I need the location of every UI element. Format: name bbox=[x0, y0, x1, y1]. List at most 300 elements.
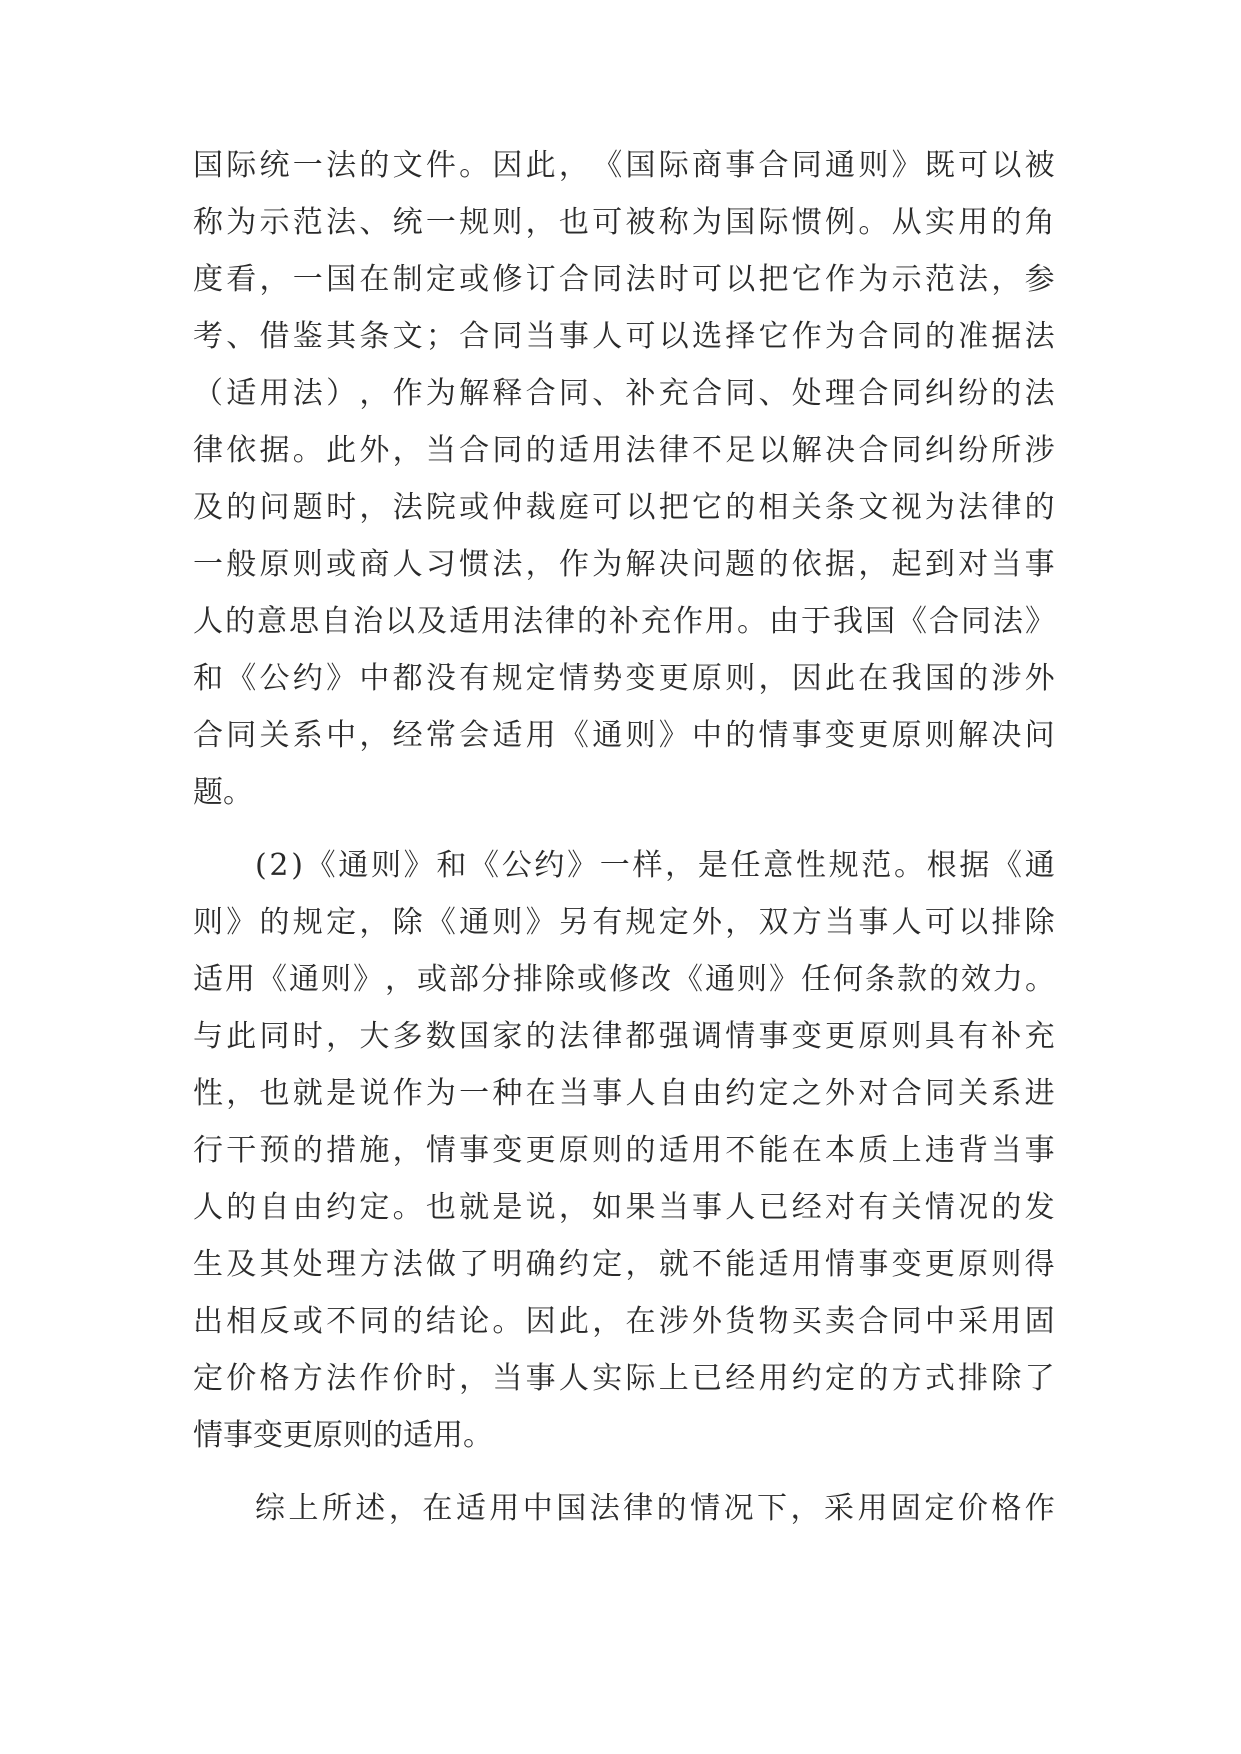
text-char: 同 bbox=[259, 1019, 290, 1054]
text-char: 方 bbox=[292, 1361, 323, 1396]
text-char: 事 bbox=[725, 148, 756, 183]
text-char: 当 bbox=[658, 1190, 689, 1225]
text-char: 合 bbox=[459, 433, 490, 468]
text-char: 》 bbox=[403, 848, 434, 883]
text-char: 则 bbox=[924, 718, 955, 753]
text-char: 定 bbox=[758, 1076, 789, 1111]
text-char: 习 bbox=[425, 547, 456, 582]
text-char: 法 bbox=[625, 262, 656, 297]
text-char: 是 bbox=[326, 1076, 357, 1111]
text-char: 法 bbox=[513, 604, 543, 639]
text-char: 事 bbox=[858, 1247, 889, 1282]
text-char: 到 bbox=[924, 547, 955, 582]
text-char: 足 bbox=[725, 433, 756, 468]
text-char: 强 bbox=[658, 1019, 689, 1054]
text-char: 都 bbox=[392, 661, 423, 696]
text-char: 的 bbox=[525, 1019, 556, 1054]
text-char: 问 bbox=[691, 547, 722, 582]
text-char: 问 bbox=[259, 490, 290, 525]
text-char: 实 bbox=[924, 205, 955, 240]
text-char: 多 bbox=[392, 1019, 423, 1054]
text-char: 题 bbox=[292, 490, 323, 525]
text-char: 外 bbox=[1024, 661, 1055, 696]
text-char: 法 bbox=[1024, 319, 1055, 354]
text-char: ， bbox=[392, 1133, 423, 1168]
text-char: 规 bbox=[828, 848, 859, 883]
text-char: 则 bbox=[193, 905, 223, 940]
text-char: 的 bbox=[929, 962, 959, 997]
text-char: 作 bbox=[359, 1361, 390, 1396]
text-char: 的 bbox=[991, 1190, 1022, 1225]
text-char: 常 bbox=[425, 718, 456, 753]
text-char: 则 bbox=[891, 1019, 922, 1054]
text-char: 为 bbox=[425, 376, 456, 411]
text-char: 事 bbox=[459, 1133, 490, 1168]
text-char: 定 bbox=[326, 905, 357, 940]
text-char: 有 bbox=[459, 661, 490, 696]
text-char: 外 bbox=[691, 1304, 722, 1339]
text-char: 约 bbox=[326, 1190, 357, 1225]
text-char: 更 bbox=[825, 1019, 856, 1054]
text-char: 上 bbox=[891, 1133, 922, 1168]
text-char: 的 bbox=[226, 1190, 257, 1225]
text-char: 出 bbox=[193, 1304, 223, 1339]
text-char: 作 bbox=[825, 262, 856, 297]
text-char: 合 bbox=[858, 319, 889, 354]
text-char: 不 bbox=[326, 1304, 357, 1339]
text-char: 同 bbox=[891, 376, 922, 411]
text-char: 排 bbox=[958, 1361, 989, 1396]
text-char: 参 bbox=[1024, 262, 1055, 297]
text-char: 补 bbox=[625, 376, 656, 411]
text-char: 此 bbox=[825, 661, 856, 696]
text-char: 于 bbox=[801, 604, 831, 639]
text-char: 条 bbox=[825, 490, 856, 525]
text-char: ， bbox=[385, 962, 415, 997]
text-char: 由 bbox=[691, 1076, 722, 1111]
text-char: 选 bbox=[691, 319, 722, 354]
text-char: 解 bbox=[791, 433, 822, 468]
text-line bbox=[193, 846, 1055, 886]
text-char: 则 bbox=[725, 661, 756, 696]
text-char: 》 bbox=[525, 905, 556, 940]
text-char: 式 bbox=[924, 1361, 955, 1396]
text-char: 、 bbox=[359, 205, 390, 240]
text-char: 用 bbox=[489, 1491, 520, 1526]
text-char: 为 bbox=[691, 205, 722, 240]
text-char: 当 bbox=[492, 1361, 523, 1396]
text-char: 合 bbox=[459, 319, 490, 354]
text-char: 在 bbox=[791, 1133, 822, 1168]
text-char: 定 bbox=[592, 1247, 623, 1282]
text-char: 价 bbox=[957, 1491, 988, 1526]
text-char: 关 bbox=[791, 490, 822, 525]
text-char: 际 bbox=[625, 1361, 656, 1396]
text-char: ， bbox=[758, 661, 789, 696]
text-char: ， bbox=[259, 262, 290, 297]
text-char: 是 bbox=[492, 1190, 523, 1225]
text-char: 当 bbox=[991, 547, 1022, 582]
text-char: 对 bbox=[858, 1076, 889, 1111]
text-line bbox=[193, 659, 1055, 699]
text-char: 效 bbox=[961, 962, 991, 997]
text-char: 律 bbox=[658, 433, 689, 468]
text-char: 任 bbox=[801, 962, 831, 997]
text-char: 可 bbox=[592, 205, 623, 240]
text-char: 另 bbox=[558, 905, 589, 940]
text-char: 违 bbox=[924, 1133, 955, 1168]
text-char: 自 bbox=[658, 1076, 689, 1111]
text-char: 一 bbox=[599, 848, 630, 883]
text-char: ； bbox=[425, 319, 456, 354]
text-char: 法 bbox=[326, 148, 357, 183]
text-char: 、 bbox=[758, 376, 789, 411]
text-char: 也 bbox=[558, 205, 589, 240]
text-line bbox=[193, 203, 1055, 243]
text-char: 通 bbox=[459, 905, 490, 940]
text-char: 因 bbox=[791, 661, 822, 696]
text-char: 其 bbox=[326, 319, 357, 354]
text-char: 经 bbox=[392, 718, 423, 753]
text-char: 用 bbox=[758, 1361, 789, 1396]
text-char: 得 bbox=[1024, 1247, 1055, 1282]
text-char: 的 bbox=[359, 148, 390, 183]
text-char: 同 bbox=[791, 148, 822, 183]
text-char: 人 bbox=[193, 604, 223, 639]
text-char: 则 bbox=[625, 718, 656, 753]
text-line bbox=[193, 146, 1055, 186]
text-char: 改 bbox=[641, 962, 671, 997]
text-char: 由 bbox=[769, 604, 799, 639]
text-char: 》 bbox=[353, 962, 383, 997]
text-char: 思 bbox=[289, 604, 319, 639]
text-char: 则 bbox=[321, 962, 351, 997]
text-char: 以 bbox=[991, 148, 1022, 183]
text-char: 视 bbox=[891, 490, 922, 525]
text-char: 说 bbox=[359, 1076, 390, 1111]
text-char: 同 bbox=[592, 262, 623, 297]
text-char: 补 bbox=[991, 1019, 1022, 1054]
text-char: 会 bbox=[459, 718, 490, 753]
text-char: 行 bbox=[193, 1133, 223, 1168]
text-char: 就 bbox=[658, 1247, 689, 1282]
text-char: 《 bbox=[673, 962, 703, 997]
text-char: 适 bbox=[226, 376, 257, 411]
text-char: 同 bbox=[924, 1076, 955, 1111]
text-char: 中 bbox=[691, 718, 722, 753]
text-char: 国 bbox=[924, 661, 955, 696]
text-char: 或 bbox=[577, 962, 607, 997]
text-char: 条 bbox=[359, 319, 390, 354]
text-char: 有 bbox=[958, 1019, 989, 1054]
text-char: 适 bbox=[758, 1247, 789, 1282]
text-char: 背 bbox=[958, 1133, 989, 1168]
text-char: 统 bbox=[259, 148, 290, 183]
text-char: 此 bbox=[326, 433, 357, 468]
text-char: 律 bbox=[193, 433, 223, 468]
text-char: 此 bbox=[525, 148, 556, 183]
text-char: 定 bbox=[359, 1190, 390, 1225]
text-char: 价 bbox=[226, 1361, 257, 1396]
text-char: 处 bbox=[791, 376, 822, 411]
text-char: 了 bbox=[1024, 1361, 1055, 1396]
text-char: 下 bbox=[757, 1491, 788, 1526]
text-char: 原 bbox=[858, 1019, 889, 1054]
text-char: 它 bbox=[758, 319, 789, 354]
text-char: 法 bbox=[958, 262, 989, 297]
text-char: 力 bbox=[993, 962, 1023, 997]
text-char: 用 bbox=[525, 718, 556, 753]
text-char: 确 bbox=[525, 1247, 556, 1282]
text-char: 既 bbox=[924, 148, 955, 183]
text-char: 。 bbox=[893, 848, 924, 883]
text-char: 或 bbox=[459, 490, 490, 525]
text-char: 事 bbox=[558, 319, 589, 354]
text-char: 我 bbox=[891, 661, 922, 696]
text-char: 生 bbox=[193, 1247, 223, 1282]
text-char: 的 bbox=[991, 376, 1022, 411]
text-char: 般 bbox=[226, 547, 257, 582]
text-char: ， bbox=[359, 490, 390, 525]
text-char: 问 bbox=[1024, 718, 1055, 753]
text-char: 处 bbox=[292, 1247, 323, 1282]
text-char: 果 bbox=[625, 1190, 656, 1225]
text-char: 更 bbox=[658, 661, 689, 696]
text-char: 起 bbox=[891, 547, 922, 582]
text-char: 能 bbox=[758, 1133, 789, 1168]
text-char: 定 bbox=[658, 905, 689, 940]
text-char: 反 bbox=[259, 1304, 290, 1339]
text-char: 采 bbox=[958, 1304, 989, 1339]
text-char: 则 bbox=[991, 1247, 1022, 1282]
text-char: ， bbox=[592, 1304, 623, 1339]
text-char: 的 bbox=[958, 661, 989, 696]
text-char: 为 bbox=[425, 1076, 456, 1111]
text-char: 》 bbox=[226, 905, 257, 940]
text-char: 变 bbox=[791, 1019, 822, 1054]
text-char: 《 bbox=[425, 905, 456, 940]
text-char: 涉 bbox=[1024, 433, 1055, 468]
text-char: 用 bbox=[481, 604, 511, 639]
text-char: 同 bbox=[359, 1304, 390, 1339]
text-char: 采 bbox=[823, 1491, 854, 1526]
text-char: 它 bbox=[691, 490, 722, 525]
text-char: ( bbox=[255, 848, 267, 883]
text-char: 的 bbox=[858, 1361, 889, 1396]
text-char: 修 bbox=[492, 262, 523, 297]
text-char: 规 bbox=[625, 905, 656, 940]
text-char: 除 bbox=[1024, 905, 1055, 940]
text-char: 及 bbox=[226, 1247, 257, 1282]
text-char: 从 bbox=[891, 205, 922, 240]
text-char: 货 bbox=[725, 1304, 756, 1339]
text-char: 的 bbox=[758, 547, 789, 582]
text-char: 同 bbox=[725, 376, 756, 411]
text-char: 我 bbox=[833, 604, 863, 639]
text-char: 性 bbox=[193, 1076, 223, 1111]
text-char: 约 bbox=[791, 1361, 822, 1396]
text-char: 称 bbox=[658, 205, 689, 240]
text-char: 仲 bbox=[492, 490, 523, 525]
text-char: 定 bbox=[525, 661, 556, 696]
text-char: 人 bbox=[625, 1076, 656, 1111]
text-char: 。 bbox=[292, 433, 323, 468]
text-line: 情事变更原则的适用。 bbox=[193, 1418, 493, 1453]
text-char: 同 bbox=[226, 718, 257, 753]
text-char: 干 bbox=[226, 1133, 257, 1168]
text-char: 同 bbox=[492, 319, 523, 354]
text-char: 为 bbox=[858, 262, 889, 297]
text-char: 变 bbox=[492, 1133, 523, 1168]
text-char: 以 bbox=[625, 490, 656, 525]
text-char: 为 bbox=[592, 547, 623, 582]
text-char: 同 bbox=[891, 319, 922, 354]
text-char: 上 bbox=[658, 1361, 689, 1396]
text-char: 情 bbox=[825, 1247, 856, 1282]
text-char: 国 bbox=[193, 148, 223, 183]
text-char: 当 bbox=[425, 433, 456, 468]
text-char: 或 bbox=[326, 547, 357, 582]
text-char: 了 bbox=[459, 1247, 490, 1282]
text-char: 纠 bbox=[924, 376, 955, 411]
text-char: 规 bbox=[292, 905, 323, 940]
text-char: 事 bbox=[1024, 547, 1055, 582]
text-char: 法 bbox=[558, 1019, 589, 1054]
text-char: 变 bbox=[891, 1247, 922, 1282]
text-char: 据 bbox=[991, 319, 1022, 354]
text-char: 》 bbox=[567, 848, 598, 883]
text-char: 都 bbox=[625, 1019, 656, 1054]
text-char: 被 bbox=[625, 205, 656, 240]
text-char: 则 bbox=[592, 1133, 623, 1168]
text-char: 作 bbox=[392, 1076, 423, 1111]
text-char: 原 bbox=[958, 1247, 989, 1282]
text-char: 文 bbox=[858, 490, 889, 525]
text-char: 定 bbox=[924, 1491, 955, 1526]
text-char: 适 bbox=[449, 604, 479, 639]
text-char: 除 bbox=[545, 962, 575, 997]
text-char: 固 bbox=[1024, 1304, 1055, 1339]
text-line: 题。 bbox=[193, 775, 253, 810]
text-char: 外 bbox=[359, 433, 390, 468]
text-char: 合 bbox=[858, 1304, 889, 1339]
text-char: ） bbox=[326, 376, 357, 411]
text-char: 用 bbox=[705, 604, 735, 639]
text-char: 合 bbox=[758, 148, 789, 183]
text-char: 《 bbox=[592, 148, 623, 183]
text-char: 样 bbox=[632, 848, 663, 883]
text-char: 充 bbox=[641, 604, 671, 639]
text-char: 法 bbox=[625, 433, 656, 468]
text-char: 相 bbox=[226, 1304, 257, 1339]
text-char: 不 bbox=[725, 1133, 756, 1168]
text-char: 人 bbox=[725, 1190, 756, 1225]
text-char: 范 bbox=[861, 848, 892, 883]
text-char: 在 bbox=[359, 262, 390, 297]
text-char: 的 bbox=[1024, 490, 1055, 525]
text-char: 或 bbox=[417, 962, 447, 997]
text-char: 法 bbox=[326, 1361, 357, 1396]
text-char: 以 bbox=[958, 905, 989, 940]
text-char: 则 bbox=[737, 962, 767, 997]
text-char: 同 bbox=[891, 433, 922, 468]
text-char: 可 bbox=[691, 262, 722, 297]
text-char: 没 bbox=[425, 661, 456, 696]
text-char: 约 bbox=[725, 1076, 756, 1111]
text-char: ， bbox=[665, 848, 696, 883]
text-char: ， bbox=[525, 205, 556, 240]
text-char: 和 bbox=[436, 848, 467, 883]
text-char: 解 bbox=[625, 547, 656, 582]
text-char: 双 bbox=[758, 905, 789, 940]
text-char: 国 bbox=[556, 1491, 587, 1526]
text-char: 依 bbox=[226, 433, 257, 468]
text-char: 原 bbox=[691, 661, 722, 696]
text-char: 《 bbox=[257, 962, 287, 997]
text-line bbox=[193, 545, 1055, 585]
text-char: 订 bbox=[525, 262, 556, 297]
text-char: 借 bbox=[259, 319, 290, 354]
text-char: 。 bbox=[492, 1304, 523, 1339]
text-char: ， bbox=[625, 1247, 656, 1282]
text-char: 一 bbox=[292, 148, 323, 183]
text-char: 及 bbox=[193, 490, 223, 525]
text-char: 有 bbox=[858, 1190, 889, 1225]
text-char: 为 bbox=[924, 490, 955, 525]
text-char: 质 bbox=[858, 1133, 889, 1168]
text-char: 更 bbox=[858, 718, 889, 753]
text-char: 法 bbox=[392, 1247, 423, 1282]
text-char: 此 bbox=[226, 1019, 257, 1054]
text-char: 用 bbox=[857, 1491, 888, 1526]
text-char: 在 bbox=[422, 1491, 453, 1526]
text-char: 情 bbox=[558, 661, 589, 696]
text-char: 根 bbox=[926, 848, 957, 883]
text-char: 作 bbox=[1024, 1491, 1055, 1526]
text-char: 依 bbox=[791, 547, 822, 582]
text-char: 方 bbox=[359, 1247, 390, 1282]
text-char: 院 bbox=[425, 490, 456, 525]
text-char: 用 bbox=[225, 962, 255, 997]
text-char: 因 bbox=[525, 1304, 556, 1339]
text-char: 、 bbox=[226, 319, 257, 354]
text-char: 人 bbox=[392, 547, 423, 582]
text-char: 已 bbox=[758, 1190, 789, 1225]
text-char: 约 bbox=[558, 1247, 589, 1282]
text-char: 它 bbox=[791, 262, 822, 297]
text-char: ， bbox=[326, 1019, 357, 1054]
text-char: 以 bbox=[758, 433, 789, 468]
text-char: 做 bbox=[425, 1247, 456, 1282]
text-char: 》 bbox=[326, 661, 357, 696]
text-char: 合 bbox=[891, 1076, 922, 1111]
text-char: 为 bbox=[825, 319, 856, 354]
text-char: 是 bbox=[697, 848, 728, 883]
text-char: 《 bbox=[226, 661, 257, 696]
text-char: 以 bbox=[385, 604, 415, 639]
text-line bbox=[193, 903, 1055, 943]
text-char: 变 bbox=[825, 718, 856, 753]
text-char: 调 bbox=[691, 1019, 722, 1054]
text-char: 准 bbox=[958, 319, 989, 354]
text-char: 系 bbox=[991, 1076, 1022, 1111]
text-line bbox=[193, 1131, 1055, 1171]
text-char: 通 bbox=[338, 848, 369, 883]
text-char: 结 bbox=[425, 1304, 456, 1339]
text-char: 通 bbox=[825, 148, 856, 183]
text-char: 》 bbox=[1025, 604, 1055, 639]
text-char: 作 bbox=[392, 376, 423, 411]
